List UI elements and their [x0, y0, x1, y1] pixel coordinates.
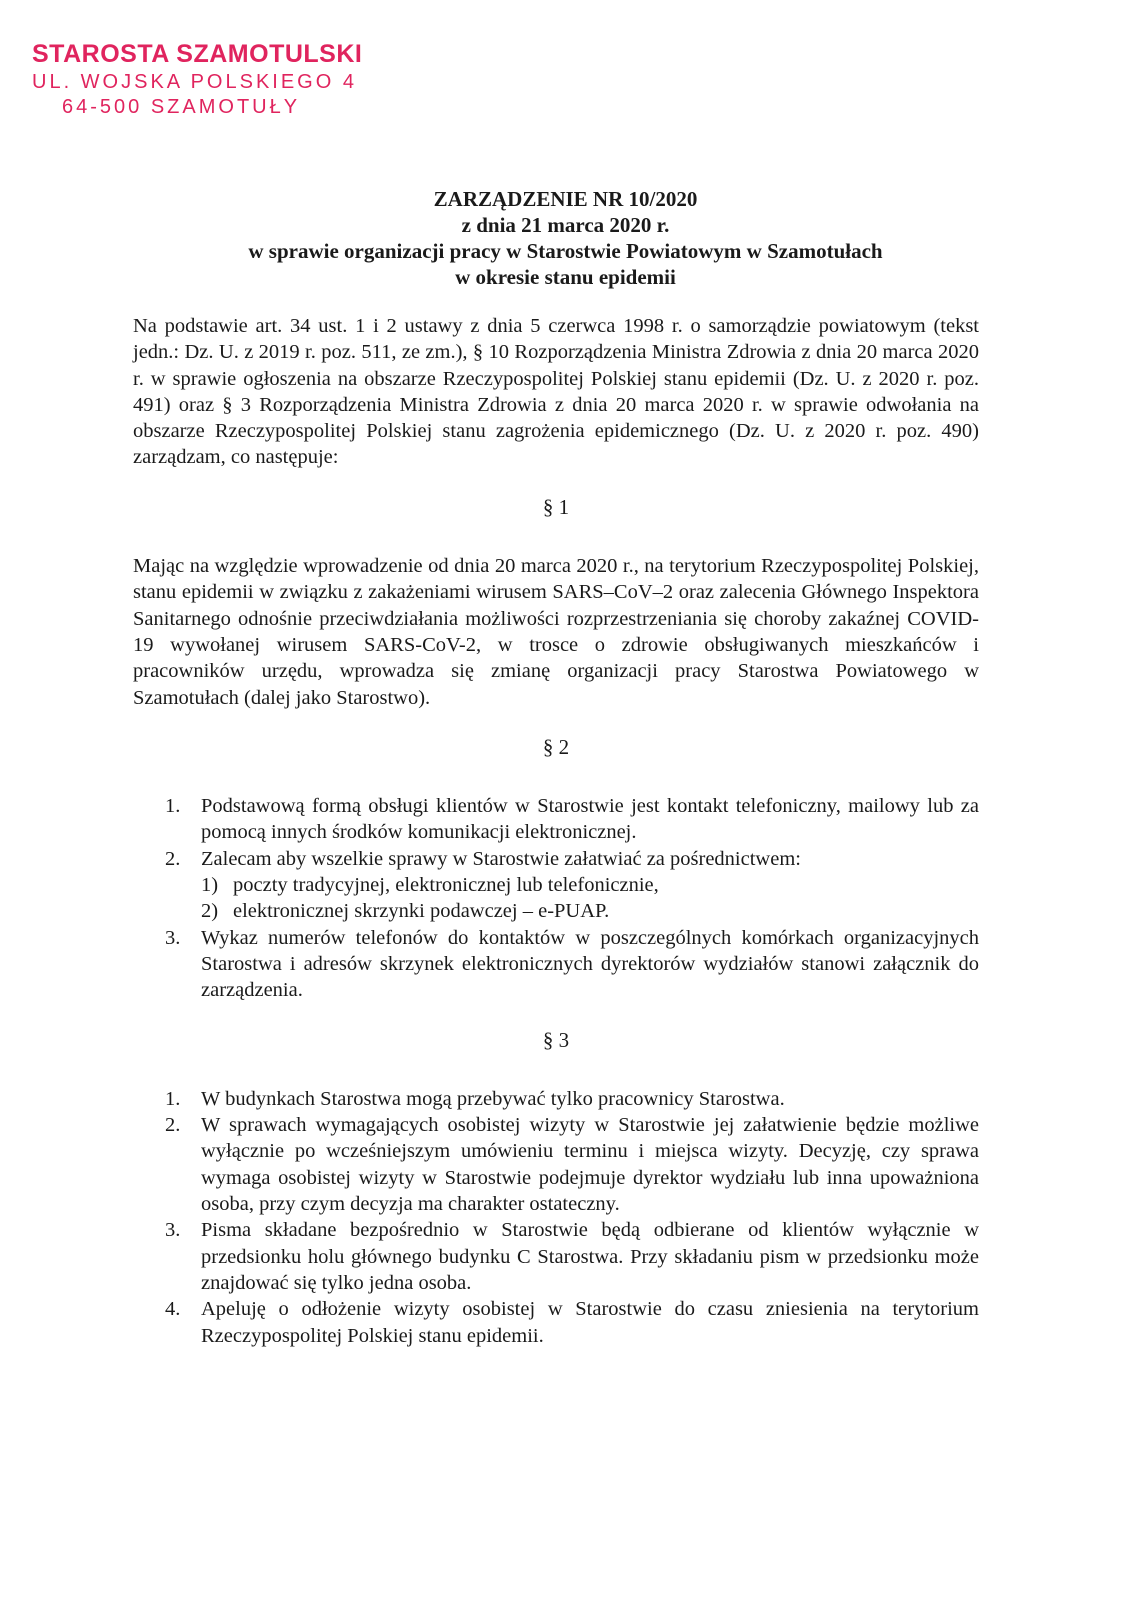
section-2-list — [133, 793, 979, 1003]
item-text: Apeluję o odłożenie wizyty osobistej w Starostwie do czasu zniesienia na terytorium Rzeczypospolitej Polskiej stanu epidemii. — [201, 1298, 979, 1347]
item-text: Wykaz numerów telefonów do kontaktów w poszczególnych komórkach organizacyjnych Starostwa i adresów skrzynek elektronicznych dyrektorów wydziałów stanowi załącznik do zarządzenia. — [201, 926, 979, 1002]
title-line-4: w okresie stanu epidemii — [455, 265, 676, 289]
item-number: 3. — [165, 1219, 181, 1242]
stamp-line-2: UL. WOJSKA POLSKIEGO 4 — [32, 70, 357, 93]
document-title — [0, 186, 1131, 290]
item-text: W budynkach Starostwa mogą przebywać tylko pracownicy Starostwa. — [201, 1087, 785, 1110]
stamp-line-1: STAROSTA SZAMOTULSKI — [32, 40, 363, 68]
item-number: 3. — [165, 926, 181, 949]
section-3-heading: § 3 — [542, 1027, 570, 1052]
item-text: Podstawową formą obsługi klientów w Starostwie jest kontakt telefoniczny, mailowy lub za pomocą innych środków komunikacji elektronicznej. — [201, 795, 979, 844]
list-item — [133, 1296, 979, 1349]
office-stamp — [32, 40, 362, 119]
item-text: Pisma składane bezpośrednio w Starostwie będą odbierane od klientów wyłącznie w przedsionku holu głównego budynku C Starostwa. Przy składaniu pism w przedsionku może znajdować się tylko jedna osoba. — [201, 1219, 979, 1294]
title-line-1: ZARZĄDZENIE NR 10/2020 — [433, 187, 698, 211]
preamble: Na podstawie art. 34 ust. 1 i 2 ustawy z dnia 5 czerwca 1998 r. o samorządzie powiatowym (tekst jedn.: Dz. U. z 2019 r. poz. 511, ze zm.), § 10 Rozporządzenia Ministra Zdrowia z dnia 20 marca 2020 r. w sprawie ogłoszenia na obszarze Rzeczypospolitej Polskiej stanu epidemii (Dz. U. z 2020 r. poz. 491) oraz § 3 Rozporządzenia Ministra Zdrowia z dnia 20 marca 2020 r. w sprawie odwołania na obszarze Rzeczypospolitej Polskiej stanu zagrożenia epidemicznego (Dz. U. z 2020 r. poz. 490) zarządzam, co następuje: — [133, 315, 979, 469]
section-2-heading: § 2 — [542, 734, 570, 759]
sub-item-text: elektronicznej skrzynki podawczej – e-PUAP. — [233, 900, 610, 923]
section-1-text: Mając na względzie wprowadzenie od dnia 20 marca 2020 r., na terytorium Rzeczypospolitej Polskiej, stanu epidemii w związku z zakażeniami wirusem SARS–CoV–2 oraz zalecenia Głównego Inspektora Sanitarnego odnośnie przeciwdziałania możliwości rozprzestrzeniania się choroby zakaźnej COVID-19 wywołanej wirusem SARS-CoV-2, w trosce o zdrowie obsługiwanych mieszkańców i pracowników urzędu, wprowadza się zmianę organizacji pracy Starostwa Powiatowego w Szamotułach (dalej jako Starostwo). — [133, 555, 979, 709]
item-number: 1. — [165, 795, 181, 818]
item-text: W sprawach wymagających osobistej wizyty w Starostwie jej załatwienie będzie możliwe wyłącznie po wcześniejszym umówieniu terminu i miejsca wizyty. Decyzję, czy sprawa wymaga osobistej wizyty w Starostwie podejmuje dyrektor wydziału lub inna upoważniona osoba, przy czym decyzja ma charakter ostateczny. — [201, 1114, 979, 1216]
sub-item-number: 1) — [201, 874, 219, 897]
list-item — [133, 1112, 979, 1217]
sub-item-number: 2) — [201, 900, 219, 923]
stamp-line-3: 64-500 SZAMOTUŁY — [62, 95, 301, 118]
document-body — [133, 313, 979, 1349]
list-item — [133, 793, 979, 846]
sub-list-item — [201, 898, 979, 924]
item-number: 2. — [165, 1114, 181, 1137]
list-item — [133, 1217, 979, 1296]
title-line-2: z dnia 21 marca 2020 r. — [461, 213, 670, 237]
item-text: Zalecam aby wszelkie sprawy w Starostwie załatwiać za pośrednictwem: — [201, 847, 801, 870]
list-item — [133, 846, 979, 925]
item-number: 1. — [165, 1087, 181, 1110]
section-3-list — [133, 1086, 979, 1349]
title-line-3: w sprawie organizacji pracy w Starostwie Powiatowym w Szamotułach — [248, 239, 883, 263]
section-1-heading: § 1 — [542, 494, 570, 519]
item-number: 4. — [165, 1298, 181, 1321]
list-item — [133, 1086, 979, 1112]
sub-list — [201, 872, 979, 925]
item-number: 2. — [165, 847, 181, 870]
list-item — [133, 925, 979, 1004]
sub-list-item — [201, 872, 979, 898]
sub-item-text: poczty tradycyjnej, elektronicznej lub telefonicznie, — [233, 874, 659, 897]
